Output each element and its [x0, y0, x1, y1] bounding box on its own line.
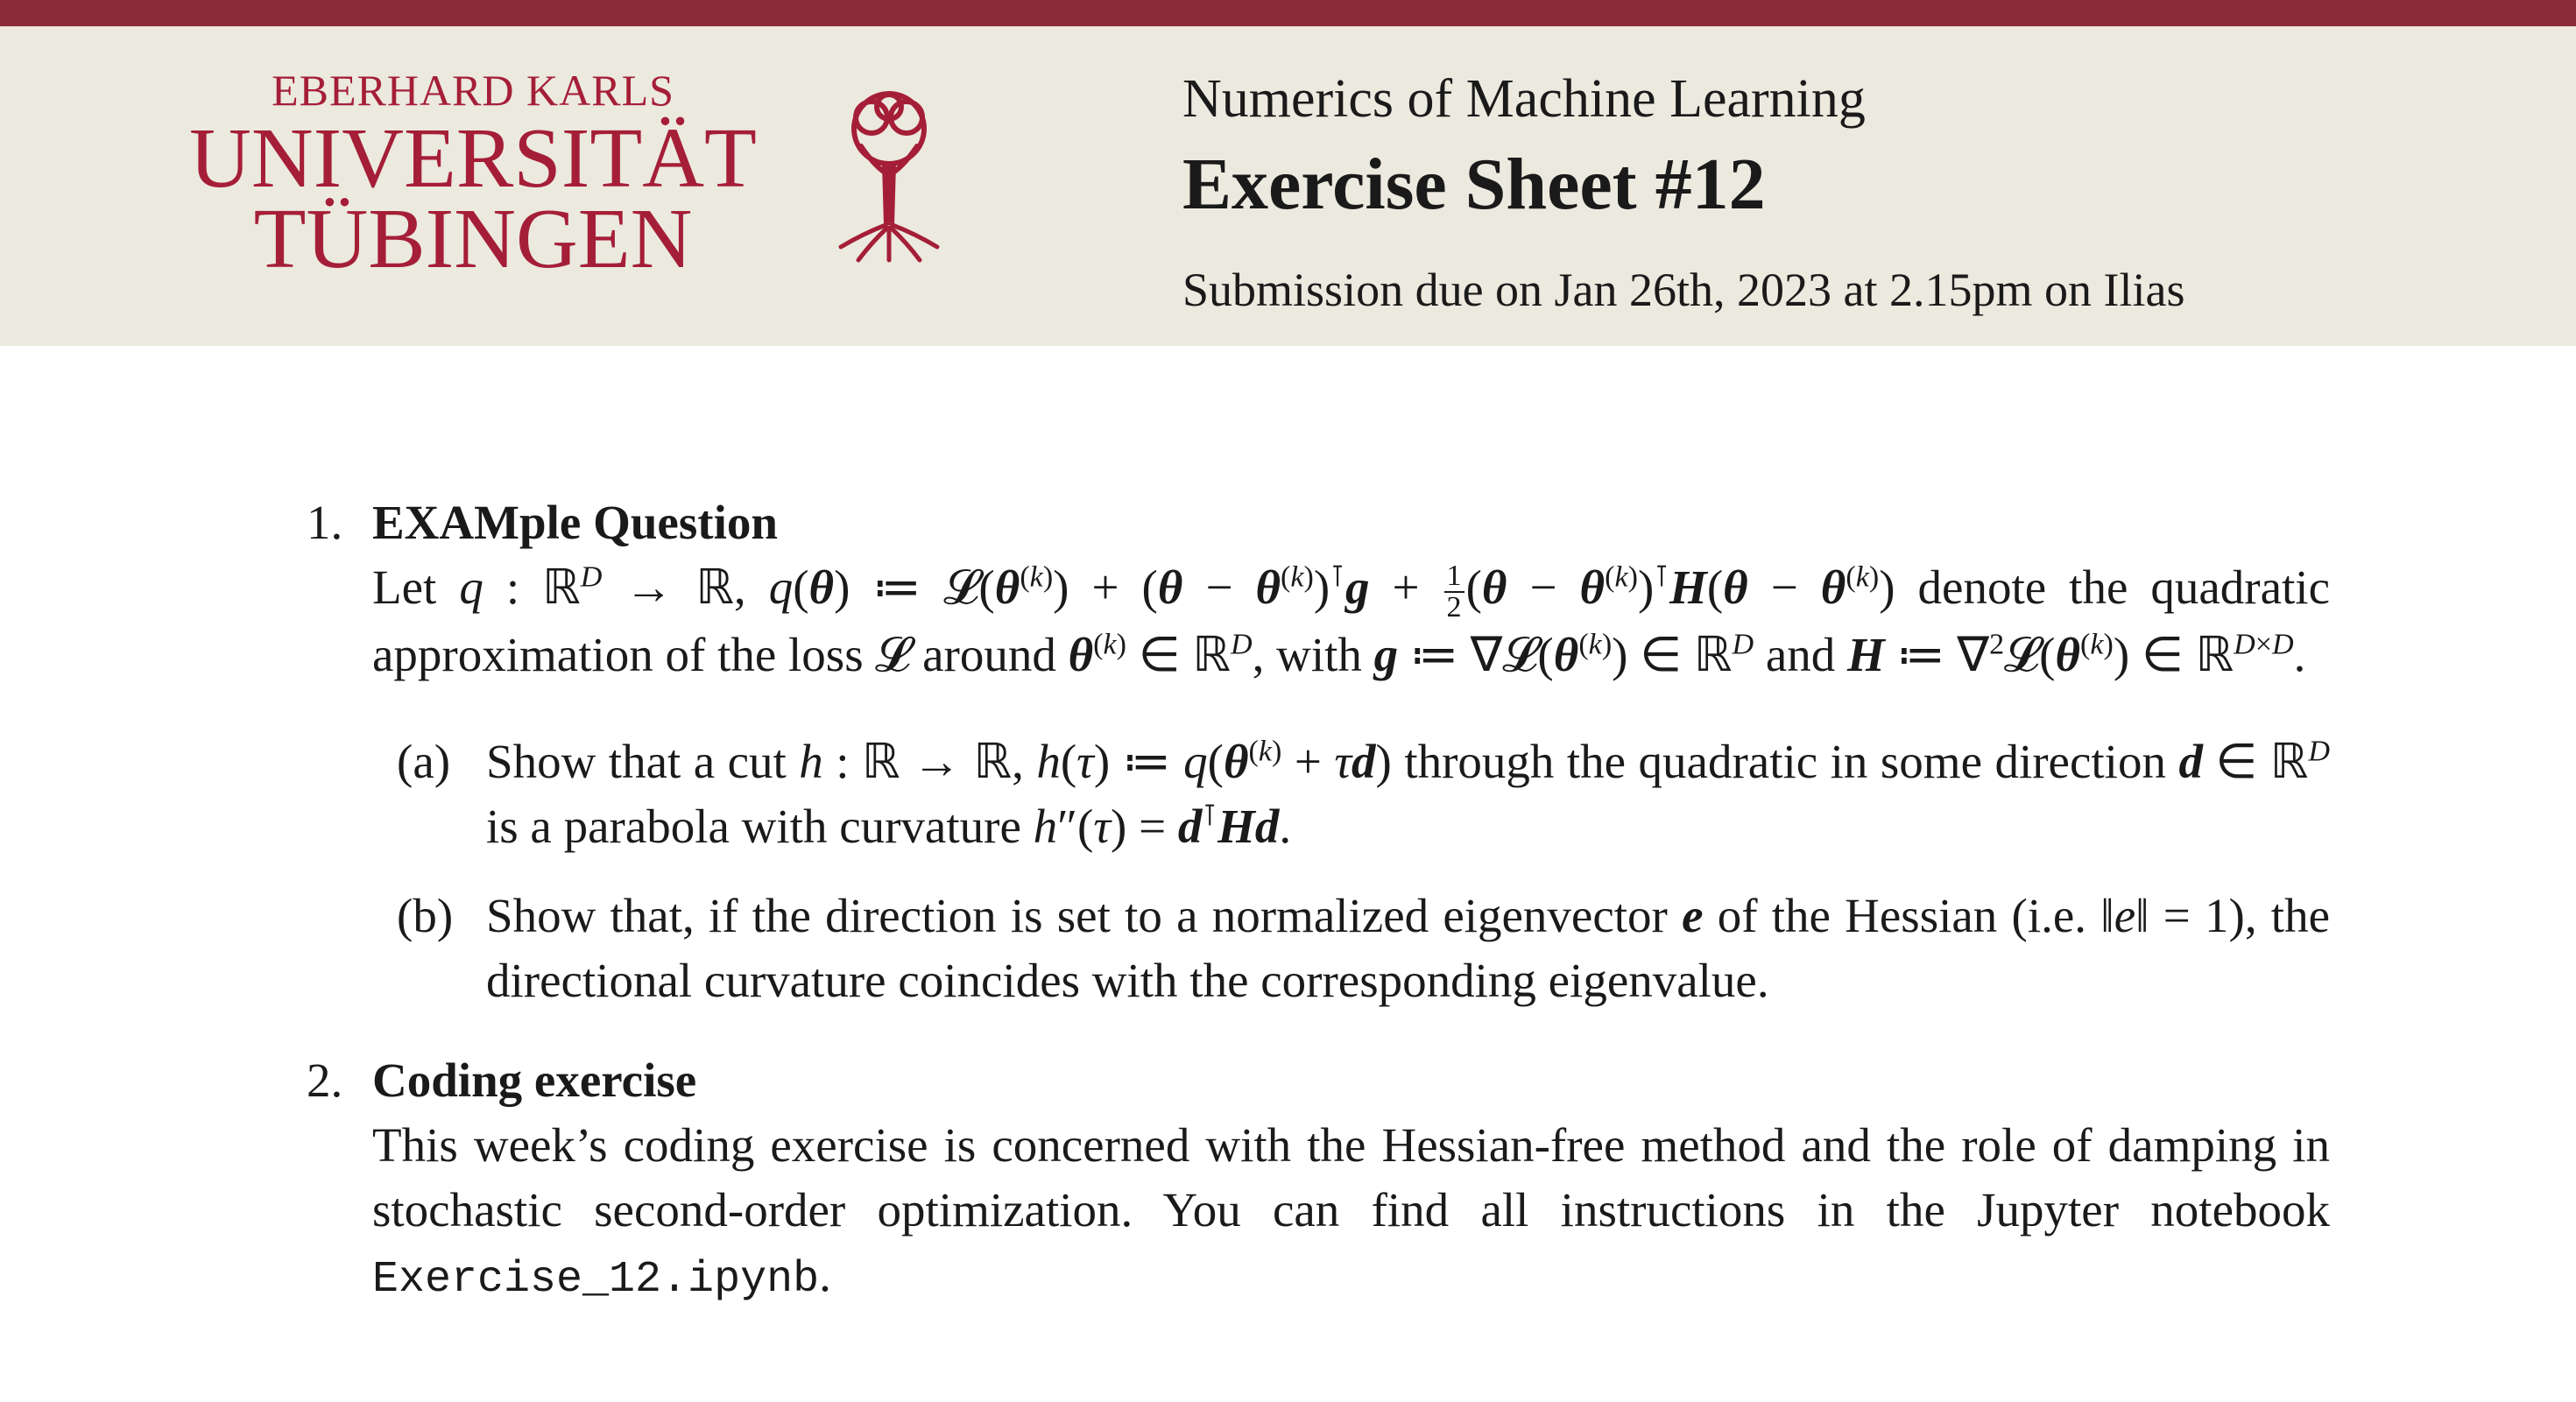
intro-with: , with: [1252, 628, 1362, 682]
subquestion-b-text-2: of the Hessian (i.e.: [1717, 889, 2087, 943]
question-title: EXAMple Question: [372, 496, 778, 549]
exercise-content: [307, 490, 2330, 1313]
sheet-title: Exercise Sheet #12: [1182, 144, 1766, 225]
intro-let: Let: [372, 560, 437, 614]
subquestion-a-text-1: Show that a cut: [486, 735, 787, 789]
question-number: 2.: [307, 1053, 343, 1108]
subquestion-a-text-3: is a parabola with curvature: [486, 800, 1021, 854]
logo-line-universitaet: UNIVERSITÄT: [189, 111, 757, 206]
intro-description: denote the quadratic approximation of the loss: [372, 560, 2330, 682]
question-1: [307, 490, 2330, 1013]
course-title: Numerics of Machine Learning: [1182, 69, 1866, 129]
question-number: 1.: [307, 496, 343, 549]
subquestion-a-text-2: through the quadratic in some direction: [1404, 735, 2166, 789]
university-logo-text: [158, 66, 788, 286]
subquestion-b: (b) Show that, if the direction is set to a normalized eigenvector e of the Hessian (i.e. ‖e‖ = 1), the directional curvature coincides with the corresponding eigenvalue.: [372, 884, 2330, 1013]
intro-and: and: [1765, 628, 1836, 682]
subquestion-label: (b): [397, 889, 454, 943]
notebook-filename: Exercise_12.ipynb: [372, 1255, 820, 1306]
question-title: Coding exercise: [372, 1053, 697, 1108]
logo-line-tuebingen: TÜBINGEN: [253, 192, 693, 286]
subquestion-b-text-1: Show that, if the direction is set to a normalized eigenvector: [486, 889, 1668, 943]
subquestion-b-text-3: ), the directional curvature coincides with the corresponding eigenvalue.: [486, 889, 2330, 1008]
intro-around: around: [922, 628, 1056, 682]
sentence-end: .: [819, 1248, 831, 1302]
logo-line-eberhard: EBERHARD KARLS: [272, 66, 674, 115]
question-2-text: [372, 1113, 2330, 1313]
subquestion-a: (a) Show that a cut h : ℝ → ℝ, h(τ) ≔ $q(\theta^{(k)} + \tau d)$ through the quadratic in some direction d ∈ ℝ$^D$ is a parabola with curvature h″(τ) = d⊺Hd.: [372, 729, 2330, 859]
question-1-intro: Let q : ℝ$^D$ → ℝ, q(θ) ≔ $𝓛(\theta^{(k)}) + (\theta - \theta^{(k)})^⊺g$ + $\frac{1}{2}$ $(\theta - \theta^{(k)})^⊺H(\theta - \theta^{(k)})$ denote the quadratic approximation of the loss 𝓛 around $\theta^{(k)}$ ∈ ℝ$^D$, with g ≔ $\nabla 𝓛(\theta^{(k)})$ ∈ ℝ$^D$ and H ≔ $\nabla^2𝓛(\theta^{(k)})$ ∈ ℝ$^{D\times D}$.: [372, 560, 2330, 682]
top-accent-bar: [0, 0, 2576, 26]
subquestion-label: (a): [397, 735, 451, 789]
submission-due: Submission due on Jan 26th, 2023 at 2.15pm on Ilias: [1182, 264, 2185, 316]
coding-exercise-description: This week’s coding exercise is concerned with the Hessian-free method and the role of damping in stochastic second-order optimization. You can find all instructions in the Jupyter notebook: [372, 1118, 2330, 1237]
university-tree-icon: [828, 81, 950, 264]
question-2: [307, 1048, 2330, 1313]
